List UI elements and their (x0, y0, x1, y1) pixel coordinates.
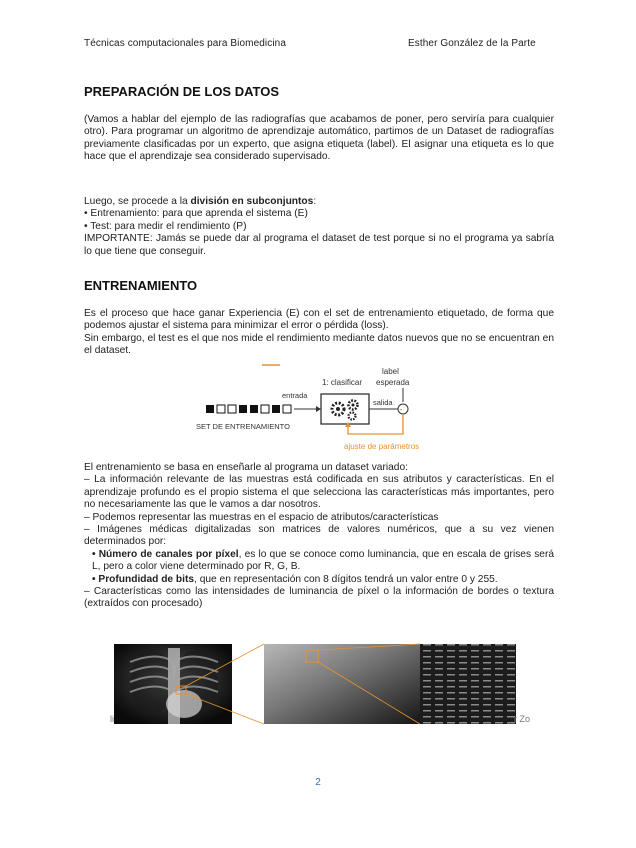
xray-figure (110, 642, 534, 726)
header-course: Técnicas computacionales para Biomedicina (84, 38, 286, 49)
sample-square (217, 405, 225, 413)
entrenamiento-paragraph (84, 308, 554, 358)
sample-square (272, 405, 280, 413)
split-block (84, 196, 554, 258)
intro-paragraph: (Vamos a hablar del ejemplo de las radiografías que acabamos de poner, pero serviría para cualquier otro). Para programar un algoritmo de aprendizaje automático, partimos de un Dataset de radiografías previamente clasificadas por un experto, que asigna etiqueta (label). El asignar una etiqueta es lo que hace que el aprendizaje sea considerado supervisado. (84, 114, 554, 163)
diagram-label-1: label (382, 367, 399, 376)
channels-bullet (84, 549, 554, 574)
important-note: IMPORTANTE: Jamás se puede dar al programa el dataset de test porque si no el programa ya sabría lo que tiene que conseguir. (84, 233, 554, 257)
channels-bold: • Número de canales por píxel (92, 548, 239, 560)
dataset-point-3: – Imágenes médicas digitalizadas son matrices de valores numéricos, que a su vez vienen determinados por: (84, 524, 554, 548)
entrenamiento-p1: Es el proceso que hace ganar Experiencia (E) con el set de entrenamiento etiquetado, de forma que podemos ajustar el sistema para minimizar el error o pérdida (loss). (84, 308, 554, 332)
bitdepth-bullet (84, 574, 554, 586)
sample-square (228, 405, 236, 413)
training-diagram (196, 364, 446, 456)
chest-xray-image (114, 644, 232, 724)
zoomed-patch-image (264, 644, 420, 724)
bullet-train: • Entrenamiento: para que aprenda el sistema (E) (84, 208, 308, 220)
page-number: 2 (315, 777, 321, 788)
sample-square (206, 405, 214, 413)
diagram-output-label: salida (373, 398, 393, 407)
bitdepth-bold: • Profundidad de bits (92, 573, 195, 585)
dataset-point-4: – Características como las intensidades de luminancia de píxel o la información de bordes o textura (extraídos con procesado) (84, 586, 554, 610)
sample-square (283, 405, 291, 413)
sample-square (239, 405, 247, 413)
section-title-preparacion: PREPARACIÓN DE LOS DATOS (84, 84, 280, 99)
input-arrowhead (316, 406, 321, 412)
training-samples (206, 405, 291, 413)
dataset-intro: El entrenamiento se basa en enseñarle al programa un dataset variado: (84, 462, 408, 473)
compare-sign: - (400, 407, 403, 414)
bullet-test: • Test: para medir el rendimiento (P) (84, 220, 247, 232)
split-pre: Luego, se procede a la (84, 196, 191, 207)
pixel-value-matrix (420, 644, 516, 724)
section-title-entrenamiento: ENTRENAMIENTO (84, 278, 198, 293)
sample-square (250, 405, 258, 413)
sample-square (261, 405, 269, 413)
figure-left-fragment: li (110, 714, 114, 724)
diagram-label-2: esperada (376, 378, 410, 387)
diagram-set-label: SET DE ENTRENAMIENTO (196, 422, 290, 431)
header-author: Esther González de la Parte (408, 38, 536, 49)
entrenamiento-p2: Sin embargo, el test es el que nos mide el rendimiento mediante datos nuevos que no se encuentran en el dataset. (84, 332, 554, 357)
dataset-point-2: – Podemos representar las muestras en el espacio de atributos/características (84, 511, 439, 523)
diagram-classifier-label: 1: clasificar (322, 378, 363, 387)
split-bold: división en subconjuntos (190, 196, 314, 207)
bitdepth-rest: , que en representación con 8 dígitos tendrá un valor entre 0 y 255. (194, 573, 498, 585)
diagram-adjust-label: ajuste de parámetros (344, 442, 420, 451)
split-post: : (313, 196, 317, 207)
channels-rest: , es lo que se conoce como luminancia, que en escala de grises será L, pero a color viene determinado por R, G, B. (92, 548, 555, 573)
split-line (84, 196, 554, 208)
dataset-description (84, 462, 554, 611)
figure-right-fragment: r Zo (514, 714, 531, 724)
dataset-point-1: – La información relevante de las muestras está codificada en sus atributos y características. En el aprendizaje profundo es el propio sistema el que selecciona las características más importantes, pero no necesariamente las que le vamos a dar nosotros. (84, 474, 554, 511)
diagram-input-label: entrada (282, 391, 308, 400)
